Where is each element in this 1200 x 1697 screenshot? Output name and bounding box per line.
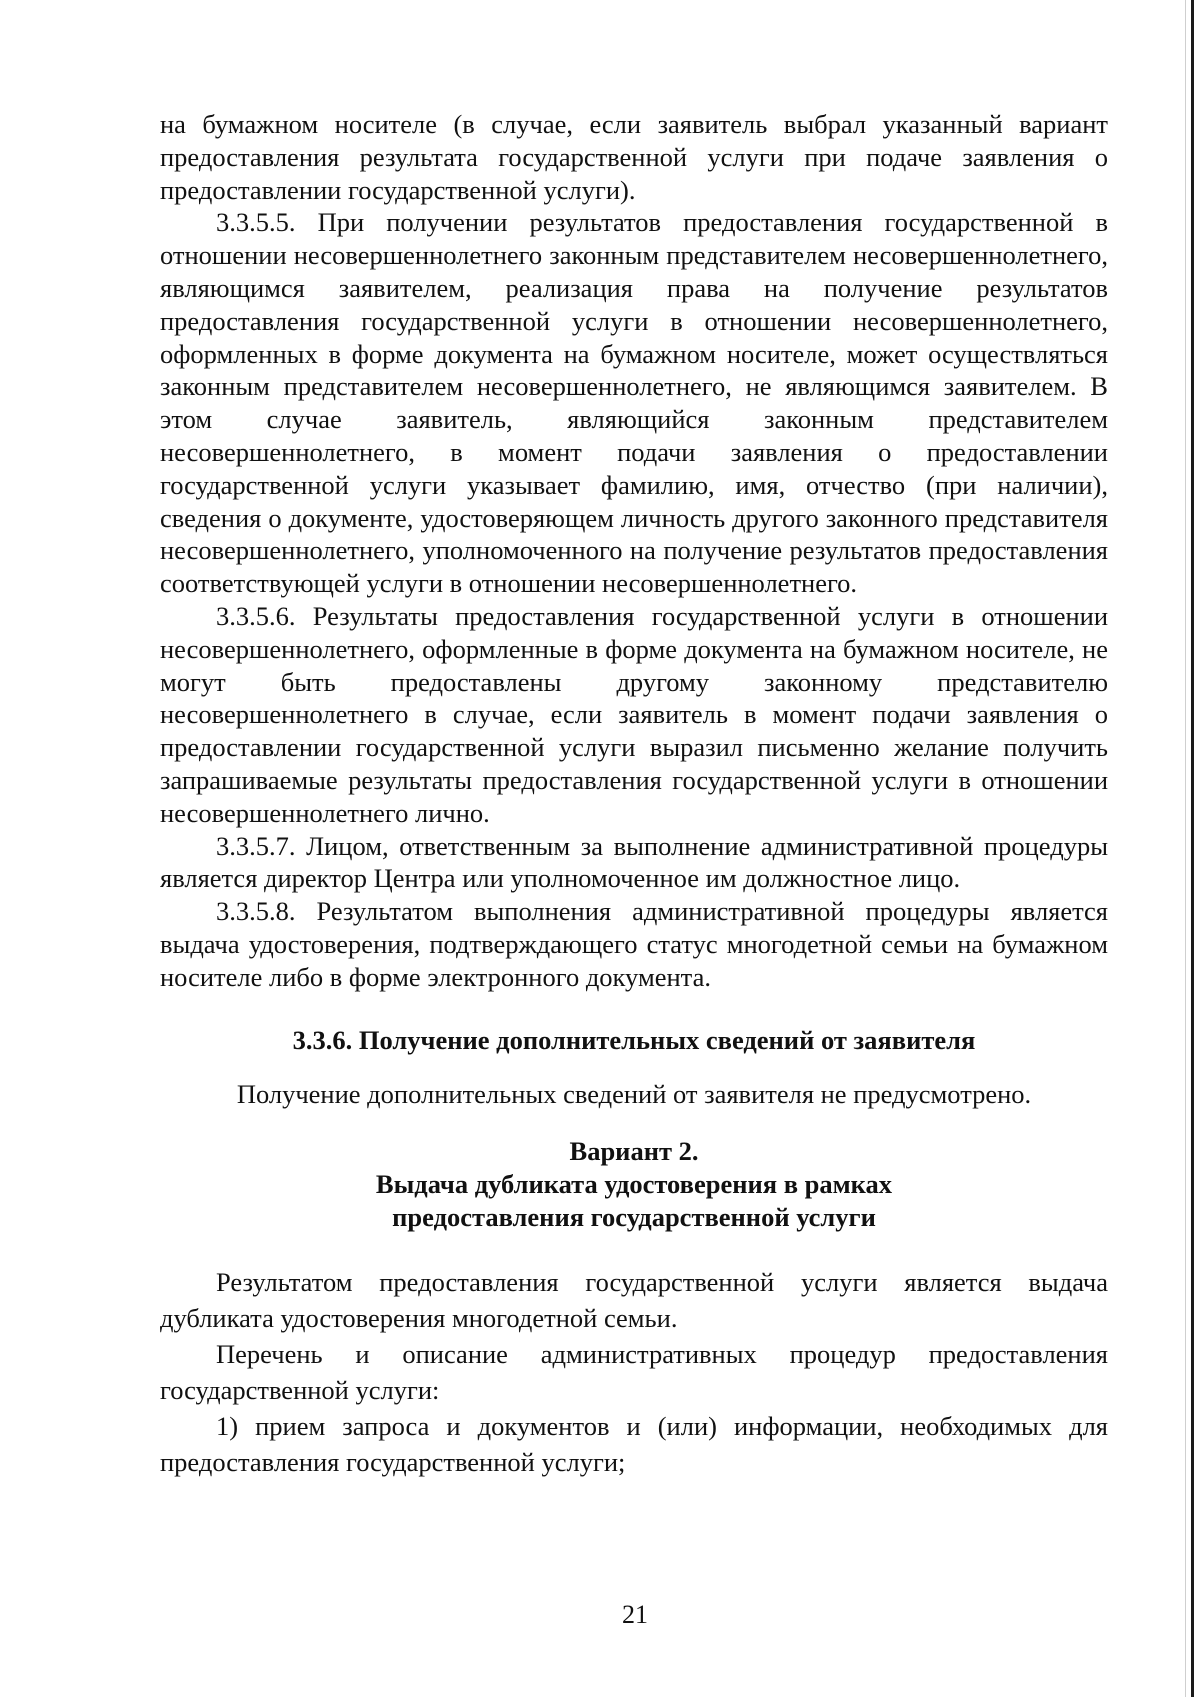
variant-2-procedures-paragraph: Перечень и описание административных процедур предоставления государственной услуги: — [160, 1338, 1108, 1405]
section-3-3-6-text: Получение дополнительных сведений от заявителя не предусмотрено. — [236, 1079, 1032, 1110]
page-number: 21 — [622, 1600, 648, 1629]
variant-2-body — [160, 1264, 1108, 1480]
paragraph-continuation: на бумажном носителе (в случае, если заявитель выбрал указанный вариант предоставления результата государственной услуги при подаче заявления о предоставлении государственной услуги). — [160, 109, 1108, 205]
variant-title: Вариант 2. — [569, 1136, 699, 1167]
variant-2-result-paragraph: Результатом предоставления государственной услуги является выдача дубликата удостоверения многодетной семьи. — [160, 1266, 1108, 1333]
scan-edge-line — [1191, 0, 1194, 1697]
variant-subtitle-line-1: Выдача дубликата удостоверения в рамках — [375, 1168, 893, 1199]
paragraph-3-3-5-8: 3.3.5.8. Результатом выполнения административной процедуры является выдача удостоверения, подтверждающего статус многодетной семьи на бумажном носителе либо в форме электронного документа. — [160, 896, 1108, 992]
paragraph-3-3-5-6: 3.3.5.6. Результаты предоставления государственной услуги в отношении несовершеннолетнего, оформленные в форме документа на бумажном носителе, не могут быть предоставлены другому законному представителю несовершеннолетнего в случае, если заявитель в момент подачи заявления о предоставлении государственной услуги выразил письменно желание получить запрашиваемые результаты предоставления государственной услуги в отношении несовершеннолетнего лично. — [160, 600, 1108, 828]
variant-2-list-item-1: 1) прием запроса и документов и (или) информации, необходимых для предоставления государственной услуги; — [160, 1410, 1108, 1477]
scan-edge-shadow — [1185, 0, 1186, 1697]
paragraph-3-3-5-7: 3.3.5.7. Лицом, ответственным за выполнение административной процедуры является директор Центра или уполномоченное им должностное лицо. — [160, 830, 1108, 894]
section-heading-3-3-6: 3.3.6. Получение дополнительных сведений от заявителя — [292, 1024, 976, 1055]
document-body — [160, 108, 1108, 1480]
variant-subtitle-line-2: предоставления государственной услуги — [392, 1201, 876, 1232]
paragraph-3-3-5-5: 3.3.5.5. При получении результатов предоставления государственной в отношении несовершеннолетнего законным представителем несовершеннолетнего, являющимся заявителем, реализация права на получение результатов предоставления государственной услуги в отношении несовершеннолетнего, оформленных в форме документа на бумажном носителе, может осуществляться законным представителем несовершеннолетнего, не являющимся заявителем. В этом случае заявитель, являющийся законным представителем несовершеннолетнего, в момент подачи заявления о предоставлении государственной услуги указывает фамилию, имя, отчество (при наличии), сведения о документе, удостоверяющем личность другого законного представителя несовершеннолетнего, уполномоченного на получение результатов предоставления соответствующей услуги в отношении несовершеннолетнего. — [160, 207, 1108, 599]
